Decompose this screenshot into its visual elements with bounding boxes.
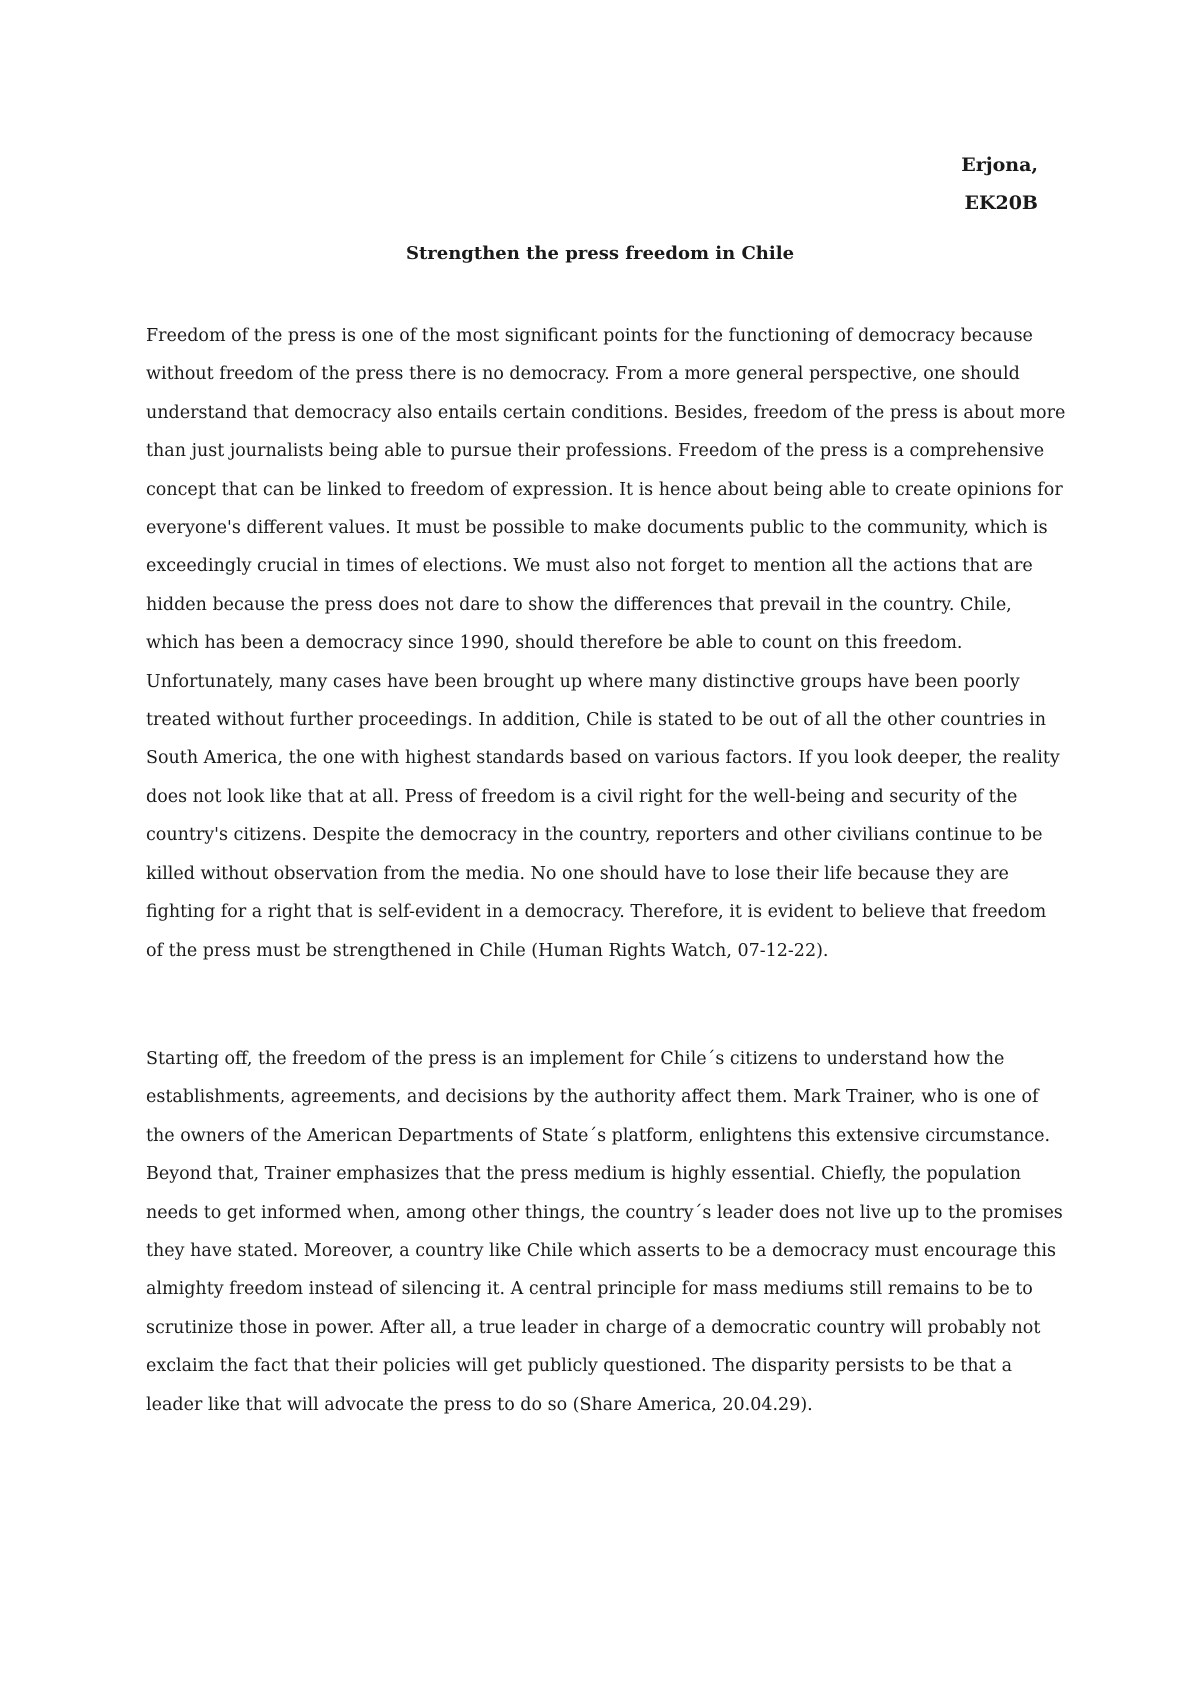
paragraph-line: of the press must be strengthened in Chile (Human Rights Watch, 07-12-22). (146, 940, 829, 961)
paragraph-line: exceedingly crucial in times of elections. We must also not forget to mention all the actions that are (146, 556, 1033, 577)
paragraph-line: exclaim the fact that their policies will get publicly questioned. The disparity persists to be that a (146, 1356, 1013, 1377)
paragraph-line: the owners of the American Departments of State´s platform, enlightens this extensive circumstance. (146, 1125, 1051, 1146)
paragraph-line: scrutinize those in power. After all, a true leader in charge of a democratic country will probably not (146, 1317, 1041, 1338)
paragraph-line: leader like that will advocate the press to do so (Share America, 20.04.29). (146, 1394, 813, 1415)
paragraph-line: than just journalists being able to pursue their professions. Freedom of the press is a comprehensive (146, 441, 1045, 462)
class-code: EK20B (964, 192, 1038, 214)
paragraph-line: South America, the one with highest standards based on various factors. If you look deeper, the reality (146, 748, 1060, 769)
paragraph-line: Unfortunately, many cases have been brought up where many distinctive groups have been poorly (146, 671, 1020, 692)
paragraph-line: everyone's different values. It must be possible to make documents public to the community, which is (146, 518, 1048, 539)
paragraph-line: fighting for a right that is self-evident in a democracy. Therefore, it is evident to believe that freedom (146, 902, 1047, 923)
paragraph-line: needs to get informed when, among other things, the country´s leader does not live up to the promises (146, 1202, 1063, 1223)
paragraph-line: does not look like that at all. Press of freedom is a civil right for the well-being and security of the (146, 786, 1018, 807)
paragraph-line: killed without observation from the media. No one should have to lose their life because they are (146, 863, 1009, 884)
paragraph-1 (146, 317, 1066, 970)
paragraph-line: they have stated. Moreover, a country like Chile which asserts to be a democracy must encourage this (146, 1241, 1056, 1262)
author-block (961, 146, 1038, 222)
paragraph-line: establishments, agreements, and decisions by the authority affect them. Mark Trainer, who is one of (146, 1087, 1039, 1108)
paragraph-line: almighty freedom instead of silencing it. A central principle for mass mediums still remains to be to (146, 1279, 1033, 1300)
paragraph-line: Starting off, the freedom of the press is an implement for Chile´s citizens to understand how the (146, 1049, 1005, 1069)
paragraph-line: understand that democracy also entails certain conditions. Besides, freedom of the press is about more (146, 402, 1066, 423)
paragraph-line: treated without further proceedings. In addition, Chile is stated to be out of all the other countries in (146, 710, 1046, 731)
paragraph-2 (146, 1040, 1066, 1424)
paragraph-line: concept that can be linked to freedom of expression. It is hence about being able to create opinions for (146, 479, 1063, 500)
author-name: Erjona, (961, 154, 1038, 176)
paragraph-line: which has been a democracy since 1990, should therefore be able to count on this freedom. (146, 633, 963, 654)
paragraph-line: Freedom of the press is one of the most significant points for the functioning of democracy because (146, 326, 1033, 346)
document-title: Strengthen the press freedom in Chile (405, 243, 795, 264)
paragraph-line: without freedom of the press there is no democracy. From a more general perspective, one should (146, 364, 1020, 385)
paragraph-line: Beyond that, Trainer emphasizes that the press medium is highly essential. Chiefly, the population (146, 1164, 1022, 1185)
paragraph-line: hidden because the press does not dare to show the differences that prevail in the country. Chile, (146, 594, 1012, 615)
paragraph-line: country's citizens. Despite the democracy in the country, reporters and other civilians continue to be (146, 825, 1043, 846)
